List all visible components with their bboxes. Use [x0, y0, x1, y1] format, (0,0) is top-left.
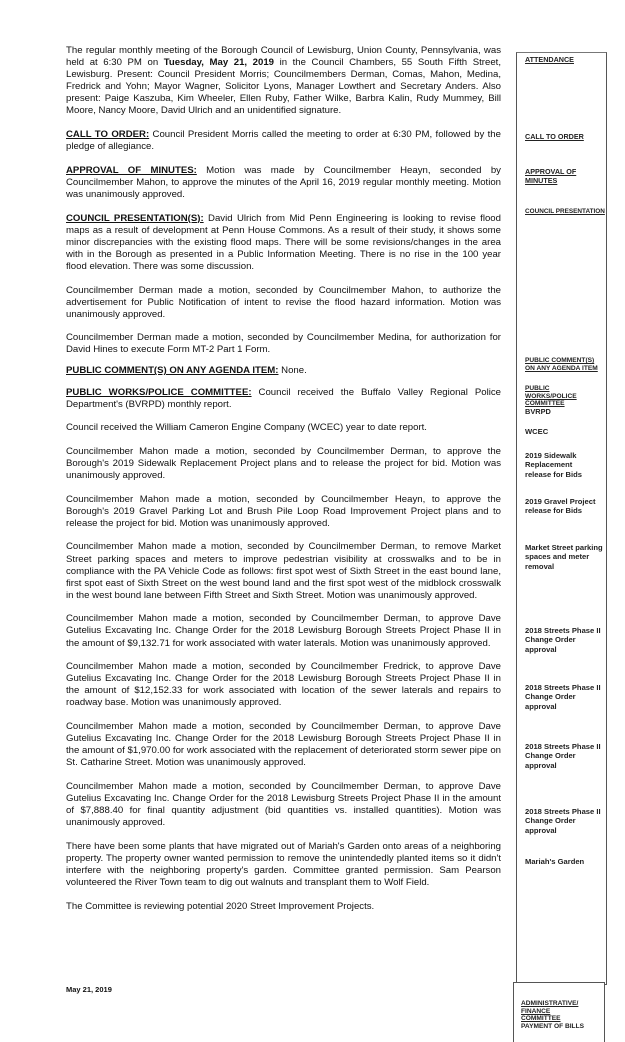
margin-note-council-presentation: COUNCIL PRESENTATION: [525, 208, 605, 215]
margin-note-change-order-1: 2018 Streets Phase II Change Order approval: [525, 626, 601, 654]
public-comment-paragraph: [66, 365, 501, 377]
meeting-date: Tuesday, May 21, 2019: [163, 57, 274, 69]
motion-paragraph: Councilmember Derman made a motion, seconded by Councilmember Medina, for authorization for David Hines to execute Form MT-2 Part 1 Form.: [66, 332, 501, 356]
footer-date: May 21, 2019: [66, 985, 112, 994]
council-presentation-heading: COUNCIL PRESENTATION(S):: [66, 212, 204, 224]
margin-note-public-works-heading: PUBLIC WORKS/POLICE COMMITTEE: [525, 385, 577, 408]
attendance-paragraph: [66, 45, 501, 118]
margin-note-mariahs-garden: Mariah's Garden: [525, 857, 585, 866]
attendance-text-post: in the Council Chambers, 55 South Fifth Street, Lewisburg. Present: Council President Morris; Councilmembers Derman, Comas, Mahon, Medina, Fredrick and Yohn; Mayor Wagner, Solicitor Lyons, Manager Lowthert and Secretary Anders. Also present: Paige Kaszuba, Kim Wheeler, Ellen Ruby, Father Wilke, Barbra Kalin, Rudy Mummey, Bill Moore, Nancy Moore, David Ulrich and an unidentified signature.: [66, 57, 501, 117]
public-works-text: Council received the Buffalo Valley Regional Police Department's (BVRPD) monthly report.: [66, 386, 501, 410]
margin-note-change-order-2: 2018 Streets Phase II Change Order approval: [525, 683, 601, 711]
margin-note-market-street: Market Street parking spaces and meter removal: [525, 543, 603, 571]
call-to-order-text: Council President Morris called the meeting to order at 6:30 PM, followed by the pledge of allegiance.: [66, 129, 501, 153]
margin-note-gravel: 2019 Gravel Project release for Bids: [525, 497, 596, 516]
motion-paragraph: Councilmember Mahon made a motion, seconded by Councilmember Derman, to approve Dave Gutelius Excavating Inc. Change Order for the 2018 Lewisburg Borough Streets Project Phase II in the amount of $1,970.00 for work associated with the replacement of deteriorated storm sewer pipe on St. Catharine Street. Motion was unanimously approved.: [66, 721, 501, 769]
margin-note-public-works: [525, 385, 607, 416]
margin-note-call-to-order: CALL TO ORDER: [525, 132, 584, 141]
public-works-heading: PUBLIC WORKS/POLICE COMMITTEE:: [66, 386, 252, 398]
margin-note-approval-of-minutes: APPROVAL OF MINUTES: [525, 167, 577, 185]
margin-note-sidewalk: 2019 Sidewalk Replacement release for Bids: [525, 451, 582, 479]
motion-paragraph: Councilmember Mahon made a motion, seconded by Councilmember Derman, to remove Market Street parking spaces and meters to improve pedestrian visibility at crosswalks and to be in compliance with the PA Vehicle Code as follows: first spot west of Sixth Street in the east bound lane, first spot east of Sixth Street on the west bound land and the first spot west of the midblock crosswalk in the west bound lane between Fifth Street and Sixth Street. Motion was unanimously approved.: [66, 541, 501, 601]
approval-of-minutes-heading: APPROVAL OF MINUTES:: [66, 164, 197, 176]
margin-note-wcec: WCEC: [525, 427, 549, 436]
margin-note-payment-of-bills: PAYMENT OF BILLS: [521, 1022, 585, 1030]
motion-paragraph: Councilmember Mahon made a motion, seconded by Councilmember Derman, to approve Dave Gutelius Excavating Inc. Change Order for the 2018 Lewisburg Streets Project Phase II in the amount of $7,888.40 for final quantity adjustment (bid quantities vs. installed quantities). Motion was unanimously approved.: [66, 780, 501, 829]
motion-paragraph: Councilmember Derman made a motion, seconded by Councilmember Mahon, to authorize the advertisement for Public Notification of intent to revise the flood hazard information. Motion was unanimously approved.: [66, 284, 501, 320]
margin-note-bvrpd: BVRPD: [525, 406, 551, 416]
wcec-paragraph: Council received the William Cameron Engine Company (WCEC) year to date report.: [66, 422, 427, 434]
public-comment-text: None.: [278, 365, 307, 377]
margin-note-admin-heading-1: ADMINISTRATIVE/: [521, 1000, 579, 1007]
minutes-body: [66, 45, 501, 924]
motion-paragraph: Councilmember Mahon made a motion, seconded by Councilmember Derman, to approve the Borough's 2019 Sidewalk Replacement Project plans and to release the project for bid. Motion was unanimously approved.: [66, 445, 501, 482]
margin-note-change-order-3: 2018 Streets Phase II Change Order approval: [525, 742, 601, 770]
street-projects-paragraph: The Committee is reviewing potential 2020 Street Improvement Projects.: [66, 900, 375, 912]
approval-of-minutes-paragraph: [66, 165, 501, 201]
margin-note-admin-heading-2: FINANCE: [521, 1007, 551, 1015]
approval-of-minutes-text: Motion was made by Councilmember Heayn, seconded by Councilmember Mahon, to approve the minutes of the April 16, 2019 regular monthly meeting. Motion was unanimously approved.: [66, 164, 501, 200]
public-works-paragraph: [66, 387, 501, 411]
council-presentation-paragraph: [66, 213, 501, 273]
margin-notes-box: [516, 52, 607, 985]
motion-paragraph: Councilmember Mahon made a motion, seconded by Councilmember Derman, to approve Dave Gutelius Excavating Inc. Change Order for the 2018 Lewisburg Borough Streets Project Phase II in the amount of $9,132.71 for work associated with water laterals. Motion was unanimously approved.: [66, 613, 501, 649]
margin-note-attendance: ATTENDANCE: [525, 55, 574, 64]
attendance-text-pre: The regular monthly meeting of the Borough Council of Lewisburg, Union County, Pennsylvania, was held at 6:30 PM on: [66, 45, 501, 69]
council-presentation-text: David Ulrich from Mid Penn Engineering is looking to revise flood maps as a result of development at Penn House Commons. As a result of their study, it shows some minor discrepancies with the existing flood maps. There will be some revisions/changes in the area with in the Borough as presented in a Public Information Meeting. There is no rise in the 100 year flood elevation. There was some discussion.: [66, 212, 501, 272]
margin-note-public-comment: PUBLIC COMMENT(S) ON ANY AGENDA ITEM: [525, 357, 598, 372]
motion-paragraph: Councilmember Mahon made a motion, seconded by Councilmember Heayn, to approve the Borough's 2019 Gravel Parking Lot and Brush Pile Loop Road Improvement Project plans and to release the project for bid. Motion was unanimously approved.: [66, 493, 501, 529]
margin-note-change-order-4: 2018 Streets Phase II Change Order approval: [525, 807, 601, 835]
public-comment-heading: PUBLIC COMMENT(S) ON ANY AGENDA ITEM:: [66, 365, 279, 377]
call-to-order-heading: CALL TO ORDER:: [66, 129, 150, 141]
call-to-order-paragraph: [66, 129, 501, 153]
margin-note-admin-heading-3: COMMITTEE: [521, 1015, 561, 1023]
mariahs-garden-paragraph: There have been some plants that have migrated out of Mariah's Garden onto areas of a neighboring property. The property owner wanted permission to remove the unintendedly planted items so it didn't interfere with the neighboring property's garden. Committee granted permission. Sam Pearson volunteered the River Town team to dig out walnuts and transplant them to Wolf Field.: [66, 840, 501, 889]
motion-paragraph: Councilmember Mahon made a motion, seconded by Councilmember Fredrick, to approve Dave Gutelius Excavating Inc. Change Order for the 2018 Lewisburg Borough Streets Project Phase II in the amount of $12,152.33 for work associated with location of the sewer laterals and repairs to roadway base. Motion was unanimously approved.: [66, 661, 501, 709]
margin-note-administrative-finance: [521, 1000, 603, 1030]
